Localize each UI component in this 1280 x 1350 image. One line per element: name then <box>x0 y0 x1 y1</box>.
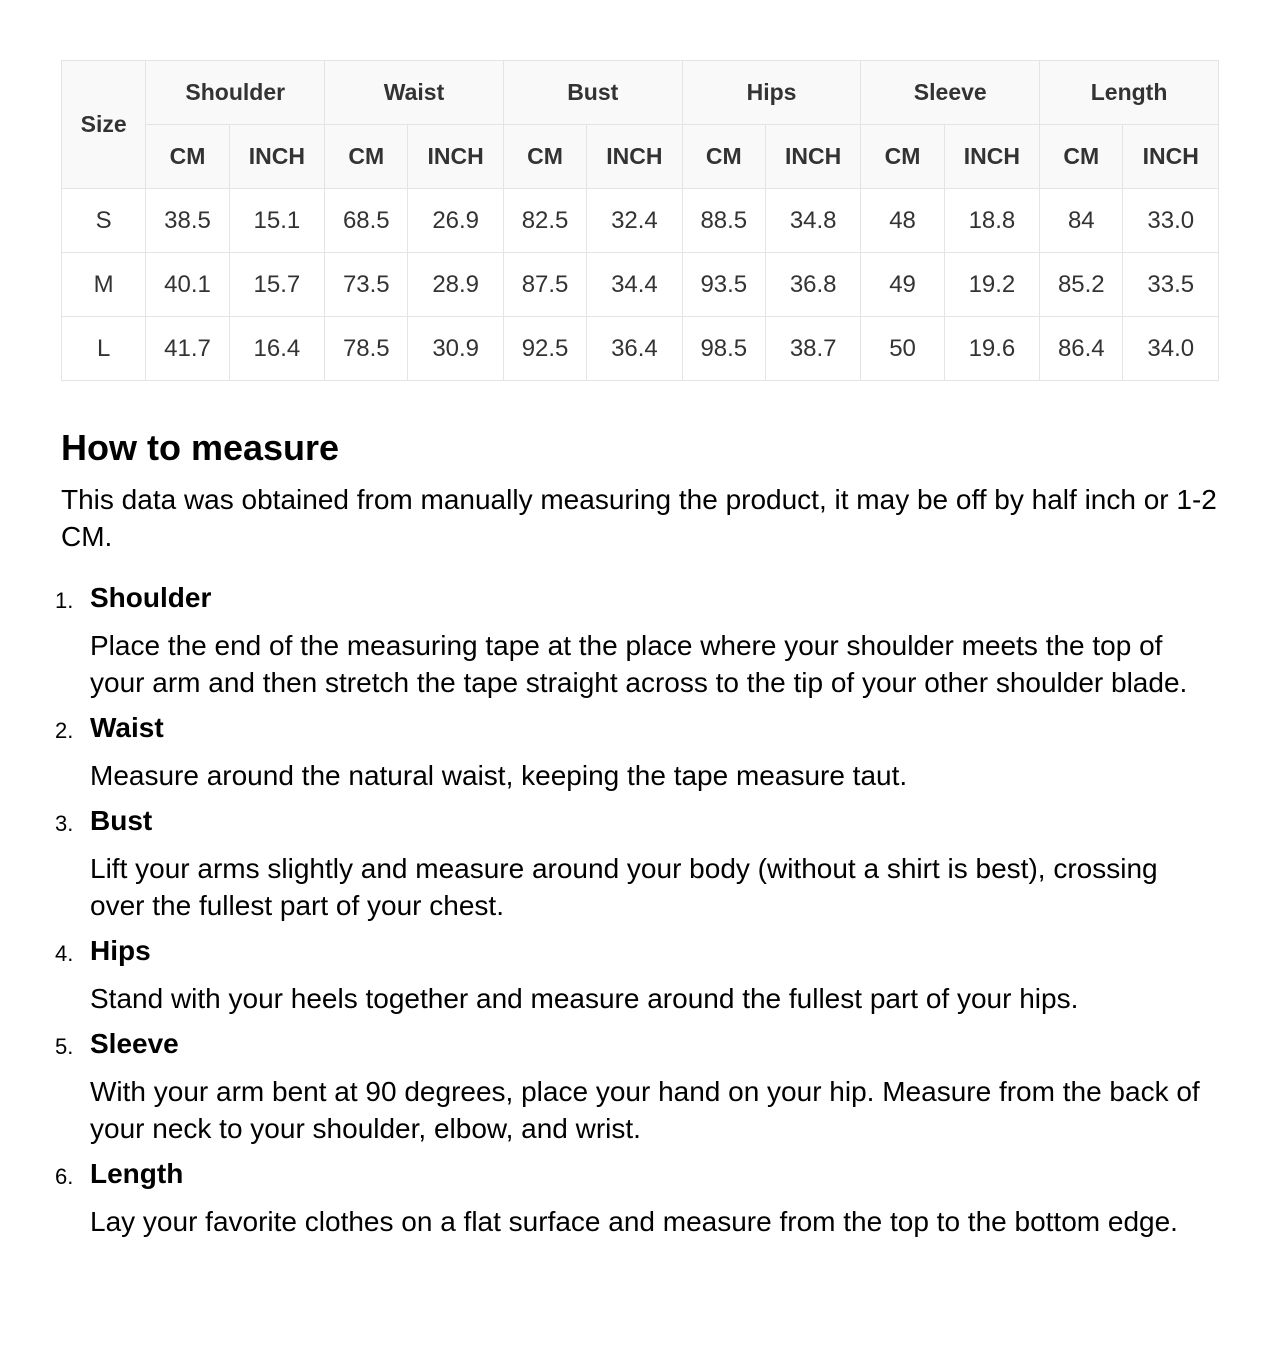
list-item <box>55 581 1219 701</box>
list-item <box>55 1027 1219 1147</box>
table-cell: 33.5 <box>1123 253 1219 317</box>
unit-header-inch: INCH <box>944 125 1039 189</box>
step-number: 5. <box>55 1034 74 1059</box>
unit-header-inch: INCH <box>587 125 682 189</box>
how-to-measure-heading: How to measure <box>61 427 340 468</box>
table-cell: 86.4 <box>1040 317 1123 381</box>
table-cell: 88.5 <box>682 189 765 253</box>
step-number: 1. <box>55 588 74 613</box>
step-description: Place the end of the measuring tape at the place where your shoulder meets the top of your arm and then stretch the tape straight across to the tip of your other shoulder blade. <box>90 630 1188 698</box>
table-cell: 30.9 <box>408 317 503 381</box>
unit-header-inch: INCH <box>765 125 860 189</box>
table-cell: 38.5 <box>146 189 229 253</box>
table-cell: 98.5 <box>682 317 765 381</box>
step-number: 3. <box>55 811 74 836</box>
table-cell: 78.5 <box>325 317 408 381</box>
group-header-hips: Hips <box>682 61 861 125</box>
step-title: Shoulder <box>90 582 212 613</box>
group-header-waist: Waist <box>325 61 504 125</box>
table-cell: 34.0 <box>1123 317 1219 381</box>
table-cell: 85.2 <box>1040 253 1123 317</box>
size-column-header: Size <box>62 61 146 189</box>
table-cell: 19.6 <box>944 317 1039 381</box>
size-cell: M <box>62 253 146 317</box>
step-title: Bust <box>90 805 153 836</box>
step-title: Sleeve <box>90 1028 179 1059</box>
table-cell: 15.1 <box>229 189 324 253</box>
table-cell: 36.4 <box>587 317 682 381</box>
measurement-steps-list <box>55 581 1219 1240</box>
unit-header-cm: CM <box>325 125 408 189</box>
table-cell: 84 <box>1040 189 1123 253</box>
table-cell: 48 <box>861 189 944 253</box>
size-cell: L <box>62 317 146 381</box>
size-cell: S <box>62 189 146 253</box>
measurement-disclaimer: This data was obtained from manually measuring the product, it may be off by half inch or 1-2 CM. <box>61 484 1217 552</box>
table-cell: 50 <box>861 317 944 381</box>
step-title: Hips <box>90 935 151 966</box>
step-number: 2. <box>55 718 74 743</box>
table-cell: 28.9 <box>408 253 503 317</box>
unit-header-inch: INCH <box>229 125 324 189</box>
table-cell: 41.7 <box>146 317 229 381</box>
step-description: Lift your arms slightly and measure around your body (without a shirt is best), crossing over the fullest part of your chest. <box>90 853 1158 921</box>
table-cell: 87.5 <box>503 253 586 317</box>
size-guide <box>55 60 1219 1250</box>
step-number: 6. <box>55 1164 74 1189</box>
list-item <box>55 711 1219 794</box>
table-cell: 16.4 <box>229 317 324 381</box>
table-row <box>62 189 1219 253</box>
step-description: With your arm bent at 90 degrees, place your hand on your hip. Measure from the back of your neck to your shoulder, elbow, and wrist. <box>90 1076 1200 1144</box>
table-row <box>62 317 1219 381</box>
list-item <box>55 934 1219 1017</box>
unit-header-cm: CM <box>1040 125 1123 189</box>
unit-header-inch: INCH <box>1123 125 1219 189</box>
table-cell: 33.0 <box>1123 189 1219 253</box>
table-header-row-units <box>62 125 1219 189</box>
table-cell: 34.8 <box>765 189 860 253</box>
table-cell: 19.2 <box>944 253 1039 317</box>
table-cell: 26.9 <box>408 189 503 253</box>
step-description: Measure around the natural waist, keeping the tape measure taut. <box>90 760 908 791</box>
table-row <box>62 253 1219 317</box>
group-header-sleeve: Sleeve <box>861 61 1040 125</box>
table-cell: 36.8 <box>765 253 860 317</box>
group-header-shoulder: Shoulder <box>146 61 325 125</box>
unit-header-cm: CM <box>861 125 944 189</box>
table-cell: 68.5 <box>325 189 408 253</box>
group-header-length: Length <box>1040 61 1219 125</box>
step-number: 4. <box>55 941 74 966</box>
list-item <box>55 804 1219 924</box>
size-chart-table <box>61 60 1219 381</box>
step-description: Lay your favorite clothes on a flat surface and measure from the top to the bottom edge. <box>90 1206 1178 1237</box>
table-cell: 18.8 <box>944 189 1039 253</box>
table-cell: 40.1 <box>146 253 229 317</box>
table-cell: 32.4 <box>587 189 682 253</box>
table-cell: 38.7 <box>765 317 860 381</box>
table-cell: 49 <box>861 253 944 317</box>
group-header-bust: Bust <box>503 61 682 125</box>
unit-header-inch: INCH <box>408 125 503 189</box>
table-cell: 92.5 <box>503 317 586 381</box>
step-title: Length <box>90 1158 184 1189</box>
unit-header-cm: CM <box>146 125 229 189</box>
step-title: Waist <box>90 712 164 743</box>
unit-header-cm: CM <box>503 125 586 189</box>
table-cell: 34.4 <box>587 253 682 317</box>
table-header-row-groups <box>62 61 1219 125</box>
table-cell: 93.5 <box>682 253 765 317</box>
table-cell: 82.5 <box>503 189 586 253</box>
unit-header-cm: CM <box>682 125 765 189</box>
table-cell: 73.5 <box>325 253 408 317</box>
step-description: Stand with your heels together and measure around the fullest part of your hips. <box>90 983 1079 1014</box>
table-cell: 15.7 <box>229 253 324 317</box>
list-item <box>55 1157 1219 1240</box>
